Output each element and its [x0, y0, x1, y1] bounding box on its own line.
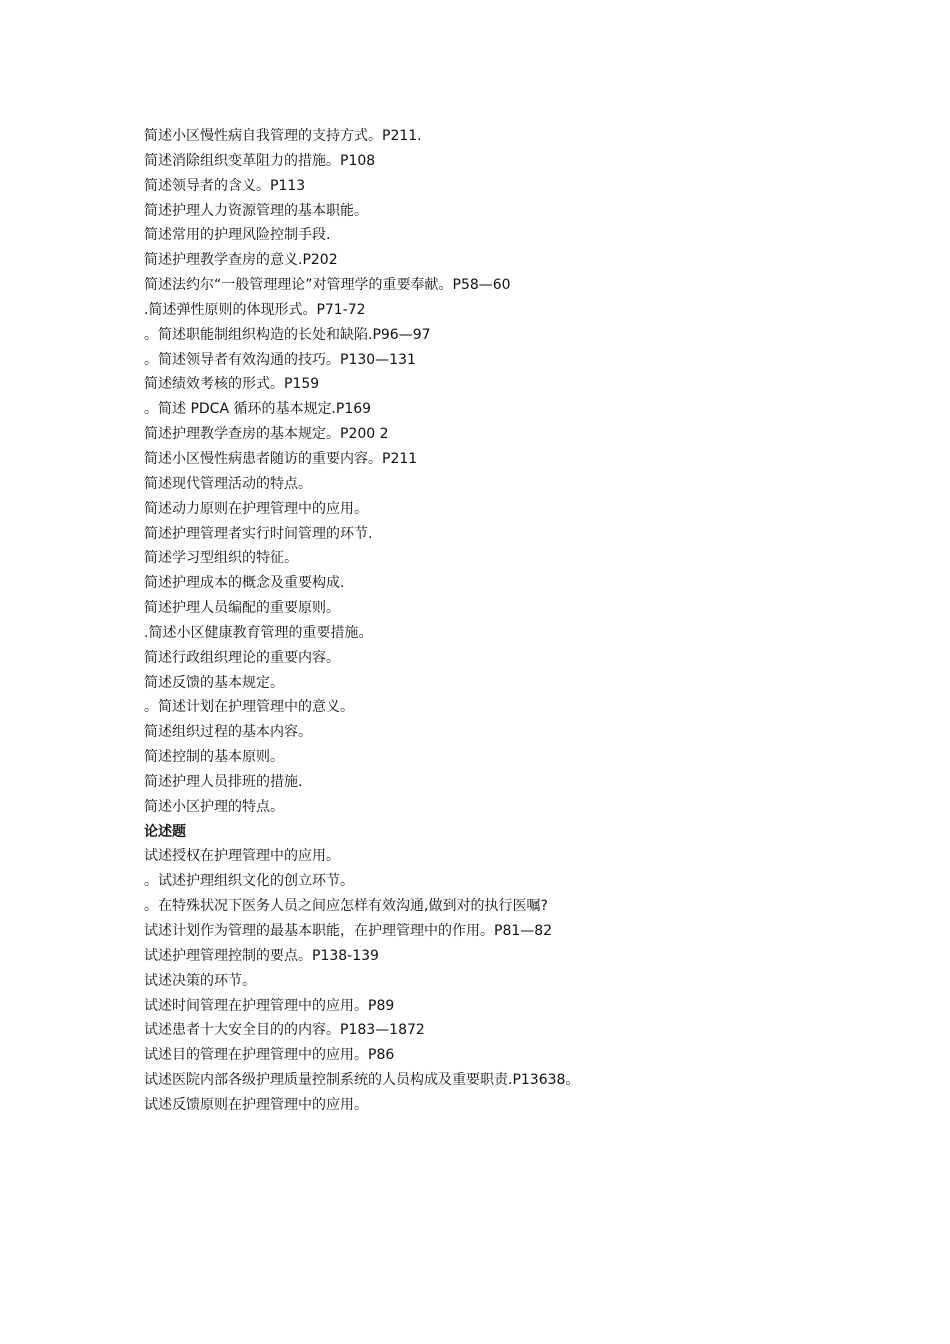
list-item: 简述法约尔“一般管理理论”对管理学的重要奉献。P58—60: [144, 277, 511, 294]
essay-section-heading: 论述题: [144, 823, 186, 840]
list-item: 。简述 PDCA 循环的基本规定.P169: [144, 401, 372, 418]
list-item: 简述小区慢性病自我管理的支持方式。P211.: [144, 128, 422, 144]
list-item: 简述护理人员编配的重要原则。: [144, 600, 340, 617]
list-item: 简述行政组织理论的重要内容。: [144, 649, 340, 666]
list-item: 简述护理管理者实行时间管理的环节.: [144, 525, 373, 542]
list-item: 试述决策的环节。: [144, 972, 256, 989]
list-item: 简述消除组织变革阻力的措施。P108: [144, 152, 376, 169]
list-item: 简述护理成本的概念及重要构成.: [144, 575, 345, 592]
list-item: 简述小区慢性病患者随访的重要内容。P211: [144, 450, 418, 467]
list-item: 简述常用的护理风险控制手段.: [144, 227, 331, 244]
list-item: 试述授权在护理管理中的应用。: [144, 848, 340, 865]
list-item: 简述控制的基本原则。: [144, 749, 284, 766]
essay-list: [144, 844, 864, 1117]
list-item: 简述组织过程的基本内容。: [144, 724, 312, 741]
list-item: 。简述领导者有效沟通的技巧。P130—131: [144, 351, 416, 368]
list-item: 试述医院内部各级护理质量控制系统的人员构成及重要职责.P13638。: [144, 1072, 580, 1089]
list-item: 。在特殊状况下医务人员之间应怎样有效沟通,做到对的执行医嘱?: [144, 898, 548, 915]
list-item: 简述小区护理的特点。: [144, 798, 284, 815]
list-item: 试述反馈原则在护理管理中的应用。: [144, 1096, 368, 1113]
list-item: .简述弹性原则的体现形式。P71-72: [144, 301, 366, 318]
list-item: 。简述计划在护理管理中的意义。: [144, 699, 354, 716]
list-item: 简述护理教学查房的基本规定。P200 2: [144, 426, 389, 443]
list-item: 试述目的管理在护理管理中的应用。P86: [144, 1047, 395, 1064]
list-item: .简述小区健康教育管理的重要措施。: [144, 624, 373, 641]
list-item: 简述护理人力资源管理的基本职能。: [144, 202, 368, 219]
list-item: 简述绩效考核的形式。P159: [144, 376, 320, 393]
list-item: 简述护理教学查房的意义.P202: [144, 252, 338, 269]
list-item: 简述护理人员排班的措施.: [144, 773, 303, 790]
list-item: 试述时间管理在护理管理中的应用。P89: [144, 997, 395, 1014]
list-item: 简述反馈的基本规定。: [144, 674, 284, 691]
list-item: 。简述职能制组织构造的长处和缺陷.P96—97: [144, 326, 431, 343]
list-item: 。试述护理组织文化的创立环节。: [144, 873, 354, 890]
document-content: [144, 124, 864, 1118]
list-item: 试述护理管理控制的要点。P138-139: [144, 947, 379, 964]
list-item: 简述现代管理活动的特点。: [144, 475, 312, 492]
list-item: 简述领导者的含义。P113: [144, 177, 306, 194]
list-item: 简述动力原则在护理管理中的应用。: [144, 500, 368, 517]
list-item: 试述患者十大安全目的的内容。P183—1872: [144, 1022, 425, 1039]
list-item: 试述计划作为管理的最基本职能，在护理管理中的作用。P81—82: [144, 923, 553, 939]
short-answer-list: [144, 124, 864, 820]
list-item: 简述学习型组织的特征。: [144, 550, 298, 567]
